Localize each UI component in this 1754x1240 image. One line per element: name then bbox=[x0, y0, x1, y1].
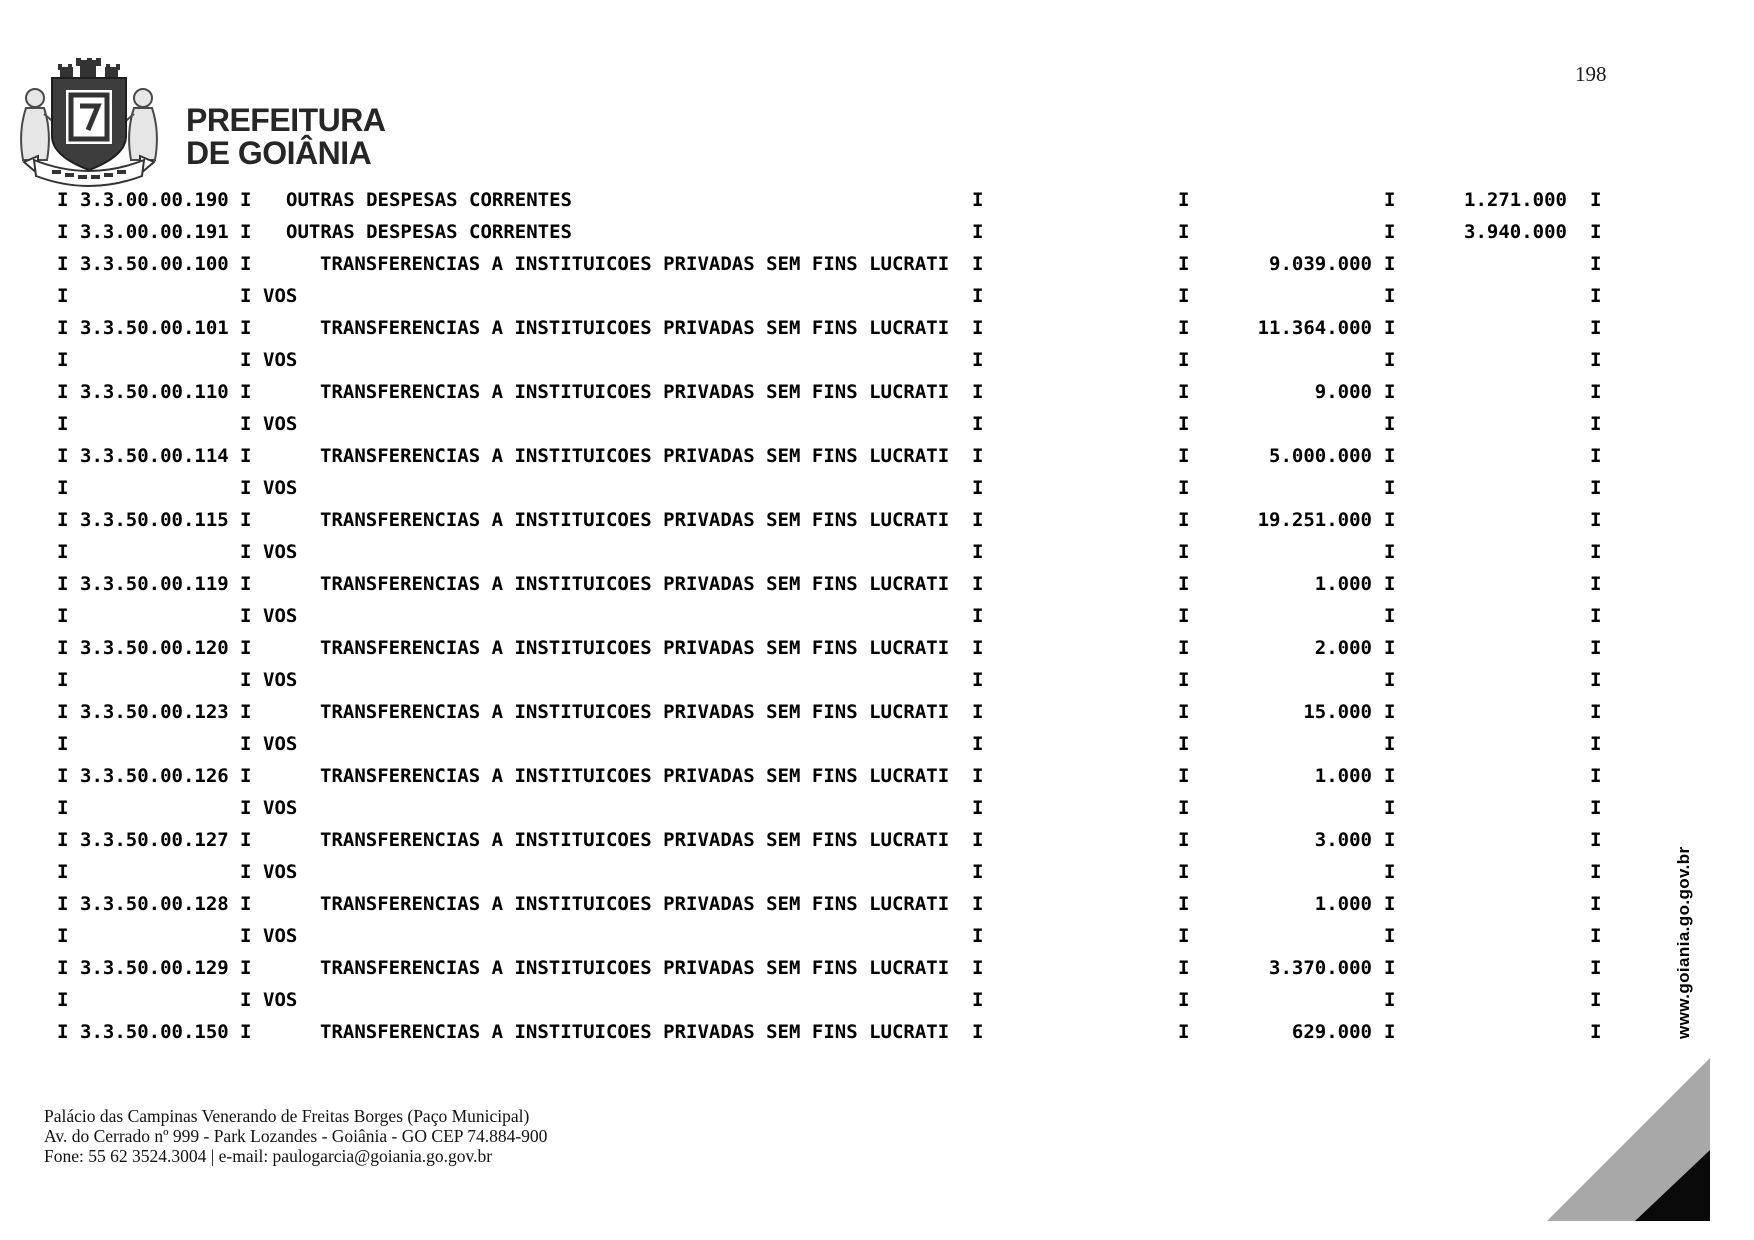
account-code: 3.3.50.00.150 bbox=[80, 1021, 229, 1043]
account-description: TRANSFERENCIAS A INSTITUICOES PRIVADAS SEM FINS LUCRATI bbox=[320, 509, 950, 531]
column-separator: I bbox=[1590, 1021, 1602, 1043]
column-separator: I bbox=[1178, 477, 1190, 499]
account-description: VOS bbox=[263, 541, 298, 563]
column-separator: I bbox=[1384, 509, 1396, 531]
column-separator: I bbox=[1590, 829, 1602, 851]
account-code: 3.3.50.00.101 bbox=[80, 317, 229, 339]
column-separator: I bbox=[972, 669, 984, 691]
footer-address-line2: Av. do Cerrado nº 999 - Park Lozandes - Goiânia - GO CEP 74.884-900 bbox=[44, 1126, 548, 1146]
report-row bbox=[0, 888, 1754, 920]
column-separator: I bbox=[1590, 189, 1602, 211]
column-separator: I bbox=[240, 573, 252, 595]
column-separator: I bbox=[1178, 509, 1190, 531]
column-separator: I bbox=[1178, 349, 1190, 371]
column-separator: I bbox=[1178, 861, 1190, 883]
column-separator: I bbox=[972, 637, 984, 659]
column-separator: I bbox=[1178, 989, 1190, 1011]
column-separator: I bbox=[972, 541, 984, 563]
column-separator: I bbox=[1178, 445, 1190, 467]
account-code: 3.3.50.00.114 bbox=[80, 445, 229, 467]
column-separator: I bbox=[1384, 1021, 1396, 1043]
column-separator: I bbox=[972, 829, 984, 851]
column-separator: I bbox=[1178, 413, 1190, 435]
column-separator: I bbox=[1384, 413, 1396, 435]
account-description: TRANSFERENCIAS A INSTITUICOES PRIVADAS SEM FINS LUCRATI bbox=[320, 1021, 950, 1043]
value-col5: 1.000 bbox=[1314, 573, 1372, 595]
column-separator: I bbox=[1590, 605, 1602, 627]
value-col5: 2.000 bbox=[1314, 637, 1372, 659]
column-separator: I bbox=[1384, 765, 1396, 787]
account-description: VOS bbox=[263, 925, 298, 947]
column-separator: I bbox=[57, 1021, 69, 1043]
report-row bbox=[0, 312, 1754, 344]
report-row bbox=[0, 600, 1754, 632]
column-separator: I bbox=[972, 765, 984, 787]
column-separator: I bbox=[240, 349, 252, 371]
value-col6: 1.271.000 bbox=[1464, 189, 1567, 211]
column-separator: I bbox=[1178, 253, 1190, 275]
column-separator: I bbox=[1384, 669, 1396, 691]
column-separator: I bbox=[57, 733, 69, 755]
column-separator: I bbox=[1178, 573, 1190, 595]
account-code: 3.3.50.00.128 bbox=[80, 893, 229, 915]
column-separator: I bbox=[240, 989, 252, 1011]
column-separator: I bbox=[1590, 765, 1602, 787]
column-separator: I bbox=[972, 733, 984, 755]
column-separator: I bbox=[1590, 381, 1602, 403]
column-separator: I bbox=[57, 381, 69, 403]
report-row bbox=[0, 696, 1754, 728]
report-row bbox=[0, 408, 1754, 440]
column-separator: I bbox=[1178, 957, 1190, 979]
column-separator: I bbox=[240, 637, 252, 659]
column-separator: I bbox=[972, 317, 984, 339]
column-separator: I bbox=[240, 189, 252, 211]
column-separator: I bbox=[1178, 765, 1190, 787]
column-separator: I bbox=[1178, 541, 1190, 563]
column-separator: I bbox=[240, 765, 252, 787]
account-code: 3.3.00.00.190 bbox=[80, 189, 229, 211]
account-code: 3.3.00.00.191 bbox=[80, 221, 229, 243]
corner-triangle-decoration bbox=[1540, 1050, 1715, 1225]
report-row bbox=[0, 216, 1754, 248]
column-separator: I bbox=[240, 733, 252, 755]
column-separator: I bbox=[57, 541, 69, 563]
column-separator: I bbox=[1384, 221, 1396, 243]
column-separator: I bbox=[1178, 669, 1190, 691]
column-separator: I bbox=[1178, 381, 1190, 403]
value-col5: 9.039.000 bbox=[1269, 253, 1372, 275]
column-separator: I bbox=[1590, 285, 1602, 307]
column-separator: I bbox=[972, 1021, 984, 1043]
column-separator: I bbox=[240, 285, 252, 307]
account-code: 3.3.50.00.110 bbox=[80, 381, 229, 403]
column-separator: I bbox=[57, 573, 69, 595]
column-separator: I bbox=[1178, 637, 1190, 659]
column-separator: I bbox=[972, 701, 984, 723]
column-separator: I bbox=[240, 893, 252, 915]
column-separator: I bbox=[1384, 957, 1396, 979]
column-separator: I bbox=[1384, 829, 1396, 851]
column-separator: I bbox=[240, 797, 252, 819]
account-description: VOS bbox=[263, 989, 298, 1011]
column-separator: I bbox=[240, 381, 252, 403]
column-separator: I bbox=[1178, 189, 1190, 211]
column-separator: I bbox=[1178, 1021, 1190, 1043]
org-name-line2: DE GOIÂNIA bbox=[186, 135, 372, 171]
column-separator: I bbox=[1590, 317, 1602, 339]
report-row bbox=[0, 1016, 1754, 1048]
column-separator: I bbox=[57, 477, 69, 499]
column-separator: I bbox=[1590, 733, 1602, 755]
column-separator: I bbox=[972, 893, 984, 915]
account-description: VOS bbox=[263, 349, 298, 371]
column-separator: I bbox=[57, 989, 69, 1011]
report-row bbox=[0, 184, 1754, 216]
column-separator: I bbox=[1590, 413, 1602, 435]
account-description: VOS bbox=[263, 861, 298, 883]
column-separator: I bbox=[1384, 445, 1396, 467]
report-row bbox=[0, 728, 1754, 760]
account-description: VOS bbox=[263, 605, 298, 627]
column-separator: I bbox=[240, 1021, 252, 1043]
report-row bbox=[0, 984, 1754, 1016]
column-separator: I bbox=[240, 509, 252, 531]
value-col5: 1.000 bbox=[1314, 893, 1372, 915]
column-separator: I bbox=[57, 669, 69, 691]
column-separator: I bbox=[1384, 925, 1396, 947]
value-col6: 3.940.000 bbox=[1464, 221, 1567, 243]
logo bbox=[8, 56, 428, 196]
column-separator: I bbox=[240, 701, 252, 723]
value-col5: 9.000 bbox=[1314, 381, 1372, 403]
account-description: TRANSFERENCIAS A INSTITUICOES PRIVADAS SEM FINS LUCRATI bbox=[320, 253, 950, 275]
account-description: TRANSFERENCIAS A INSTITUICOES PRIVADAS SEM FINS LUCRATI bbox=[320, 381, 950, 403]
footer-contact-line: Fone: 55 62 3524.3004 | e-mail: paulogarcia@goiania.go.gov.br bbox=[44, 1146, 493, 1166]
account-description: VOS bbox=[263, 413, 298, 435]
account-description: TRANSFERENCIAS A INSTITUICOES PRIVADAS SEM FINS LUCRATI bbox=[320, 829, 950, 851]
report-row bbox=[0, 472, 1754, 504]
column-separator: I bbox=[57, 701, 69, 723]
account-code: 3.3.50.00.119 bbox=[80, 573, 229, 595]
column-separator: I bbox=[972, 221, 984, 243]
column-separator: I bbox=[1384, 477, 1396, 499]
column-separator: I bbox=[1590, 445, 1602, 467]
column-separator: I bbox=[1590, 669, 1602, 691]
value-col5: 15.000 bbox=[1303, 701, 1372, 723]
column-separator: I bbox=[240, 605, 252, 627]
column-separator: I bbox=[240, 541, 252, 563]
column-separator: I bbox=[972, 509, 984, 531]
account-description: OUTRAS DESPESAS CORRENTES bbox=[286, 221, 572, 243]
column-separator: I bbox=[240, 829, 252, 851]
report-row bbox=[0, 760, 1754, 792]
column-separator: I bbox=[1384, 861, 1396, 883]
column-separator: I bbox=[240, 221, 252, 243]
account-code: 3.3.50.00.126 bbox=[80, 765, 229, 787]
column-separator: I bbox=[57, 509, 69, 531]
column-separator: I bbox=[1590, 541, 1602, 563]
column-separator: I bbox=[57, 925, 69, 947]
column-separator: I bbox=[57, 829, 69, 851]
value-col5: 3.000 bbox=[1314, 829, 1372, 851]
column-separator: I bbox=[1384, 797, 1396, 819]
account-code: 3.3.50.00.120 bbox=[80, 637, 229, 659]
report-row bbox=[0, 664, 1754, 696]
vertical-website-url: www.goiania.go.gov.br bbox=[1674, 846, 1693, 1039]
column-separator: I bbox=[57, 893, 69, 915]
report-row bbox=[0, 248, 1754, 280]
column-separator: I bbox=[1178, 829, 1190, 851]
account-code: 3.3.50.00.123 bbox=[80, 701, 229, 723]
report-row bbox=[0, 504, 1754, 536]
account-description: TRANSFERENCIAS A INSTITUICOES PRIVADAS SEM FINS LUCRATI bbox=[320, 765, 950, 787]
column-separator: I bbox=[1178, 701, 1190, 723]
column-separator: I bbox=[1590, 509, 1602, 531]
column-separator: I bbox=[972, 413, 984, 435]
column-separator: I bbox=[57, 349, 69, 371]
column-separator: I bbox=[1384, 637, 1396, 659]
column-separator: I bbox=[1384, 253, 1396, 275]
column-separator: I bbox=[1178, 221, 1190, 243]
column-separator: I bbox=[1384, 733, 1396, 755]
column-separator: I bbox=[1384, 573, 1396, 595]
column-separator: I bbox=[240, 477, 252, 499]
column-separator: I bbox=[1178, 317, 1190, 339]
column-separator: I bbox=[1384, 701, 1396, 723]
account-description: VOS bbox=[263, 797, 298, 819]
column-separator: I bbox=[972, 381, 984, 403]
account-description: TRANSFERENCIAS A INSTITUICOES PRIVADAS SEM FINS LUCRATI bbox=[320, 893, 950, 915]
column-separator: I bbox=[1178, 733, 1190, 755]
column-separator: I bbox=[57, 285, 69, 307]
column-separator: I bbox=[1590, 253, 1602, 275]
goiania-coat-of-arms-icon bbox=[8, 58, 170, 194]
column-separator: I bbox=[57, 413, 69, 435]
account-description: VOS bbox=[263, 733, 298, 755]
column-separator: I bbox=[240, 413, 252, 435]
column-separator: I bbox=[1384, 349, 1396, 371]
value-col5: 629.000 bbox=[1291, 1021, 1372, 1043]
report-row bbox=[0, 856, 1754, 888]
footer-address-line1: Palácio das Campinas Venerando de Freitas Borges (Paço Municipal) bbox=[44, 1106, 530, 1126]
account-code: 3.3.50.00.127 bbox=[80, 829, 229, 851]
report-row bbox=[0, 920, 1754, 952]
org-name-line1: PREFEITURA bbox=[186, 102, 386, 138]
value-col5: 11.364.000 bbox=[1257, 317, 1372, 339]
column-separator: I bbox=[1590, 797, 1602, 819]
column-separator: I bbox=[57, 445, 69, 467]
account-description: OUTRAS DESPESAS CORRENTES bbox=[286, 189, 572, 211]
account-description: TRANSFERENCIAS A INSTITUICOES PRIVADAS SEM FINS LUCRATI bbox=[320, 701, 950, 723]
column-separator: I bbox=[240, 925, 252, 947]
column-separator: I bbox=[1384, 381, 1396, 403]
account-description: TRANSFERENCIAS A INSTITUICOES PRIVADAS SEM FINS LUCRATI bbox=[320, 445, 950, 467]
column-separator: I bbox=[57, 797, 69, 819]
column-separator: I bbox=[1590, 701, 1602, 723]
column-separator: I bbox=[240, 253, 252, 275]
column-separator: I bbox=[57, 637, 69, 659]
column-separator: I bbox=[1590, 637, 1602, 659]
value-col5: 19.251.000 bbox=[1257, 509, 1372, 531]
account-code: 3.3.50.00.129 bbox=[80, 957, 229, 979]
report-row bbox=[0, 376, 1754, 408]
column-separator: I bbox=[1590, 477, 1602, 499]
column-separator: I bbox=[972, 445, 984, 467]
column-separator: I bbox=[972, 605, 984, 627]
account-code: 3.3.50.00.100 bbox=[80, 253, 229, 275]
column-separator: I bbox=[1384, 317, 1396, 339]
report-row bbox=[0, 536, 1754, 568]
column-separator: I bbox=[1590, 573, 1602, 595]
column-separator: I bbox=[57, 605, 69, 627]
footer bbox=[44, 1106, 547, 1166]
account-description: TRANSFERENCIAS A INSTITUICOES PRIVADAS SEM FINS LUCRATI bbox=[320, 957, 950, 979]
column-separator: I bbox=[972, 285, 984, 307]
account-description: TRANSFERENCIAS A INSTITUICOES PRIVADAS SEM FINS LUCRATI bbox=[320, 573, 950, 595]
column-separator: I bbox=[1590, 349, 1602, 371]
column-separator: I bbox=[57, 765, 69, 787]
column-separator: I bbox=[972, 573, 984, 595]
column-separator: I bbox=[972, 253, 984, 275]
column-separator: I bbox=[972, 477, 984, 499]
account-description: TRANSFERENCIAS A INSTITUICOES PRIVADAS SEM FINS LUCRATI bbox=[320, 317, 950, 339]
column-separator: I bbox=[1590, 957, 1602, 979]
column-separator: I bbox=[1590, 989, 1602, 1011]
column-separator: I bbox=[1384, 285, 1396, 307]
column-separator: I bbox=[972, 189, 984, 211]
report-row bbox=[0, 568, 1754, 600]
column-separator: I bbox=[240, 445, 252, 467]
column-separator: I bbox=[57, 189, 69, 211]
value-col5: 1.000 bbox=[1314, 765, 1372, 787]
column-separator: I bbox=[972, 989, 984, 1011]
account-code: 3.3.50.00.115 bbox=[80, 509, 229, 531]
report-row bbox=[0, 792, 1754, 824]
org-name bbox=[186, 104, 385, 170]
report-body bbox=[0, 184, 1754, 1048]
column-separator: I bbox=[240, 669, 252, 691]
column-separator: I bbox=[240, 861, 252, 883]
column-separator: I bbox=[1590, 861, 1602, 883]
page-number: 198 bbox=[1575, 62, 1607, 86]
column-separator: I bbox=[1384, 189, 1396, 211]
value-col5: 3.370.000 bbox=[1269, 957, 1372, 979]
report-row bbox=[0, 440, 1754, 472]
value-col5: 5.000.000 bbox=[1269, 445, 1372, 467]
column-separator: I bbox=[1178, 925, 1190, 947]
report-row bbox=[0, 344, 1754, 376]
report-row bbox=[0, 824, 1754, 856]
column-separator: I bbox=[57, 861, 69, 883]
column-separator: I bbox=[1590, 221, 1602, 243]
column-separator: I bbox=[972, 797, 984, 819]
report-row bbox=[0, 632, 1754, 664]
column-separator: I bbox=[972, 957, 984, 979]
column-separator: I bbox=[57, 221, 69, 243]
column-separator: I bbox=[57, 317, 69, 339]
column-separator: I bbox=[972, 349, 984, 371]
column-separator: I bbox=[240, 957, 252, 979]
column-separator: I bbox=[1178, 285, 1190, 307]
account-description: VOS bbox=[263, 669, 298, 691]
column-separator: I bbox=[1384, 893, 1396, 915]
account-description: VOS bbox=[263, 285, 298, 307]
column-separator: I bbox=[57, 253, 69, 275]
column-separator: I bbox=[1384, 541, 1396, 563]
column-separator: I bbox=[1178, 893, 1190, 915]
account-description: TRANSFERENCIAS A INSTITUICOES PRIVADAS SEM FINS LUCRATI bbox=[320, 637, 950, 659]
column-separator: I bbox=[1178, 797, 1190, 819]
column-separator: I bbox=[240, 317, 252, 339]
report-row bbox=[0, 952, 1754, 984]
column-separator: I bbox=[972, 861, 984, 883]
column-separator: I bbox=[1384, 605, 1396, 627]
column-separator: I bbox=[1590, 925, 1602, 947]
column-separator: I bbox=[1178, 605, 1190, 627]
column-separator: I bbox=[1590, 893, 1602, 915]
column-separator: I bbox=[972, 925, 984, 947]
account-description: VOS bbox=[263, 477, 298, 499]
column-separator: I bbox=[57, 957, 69, 979]
column-separator: I bbox=[1384, 989, 1396, 1011]
report-row bbox=[0, 280, 1754, 312]
